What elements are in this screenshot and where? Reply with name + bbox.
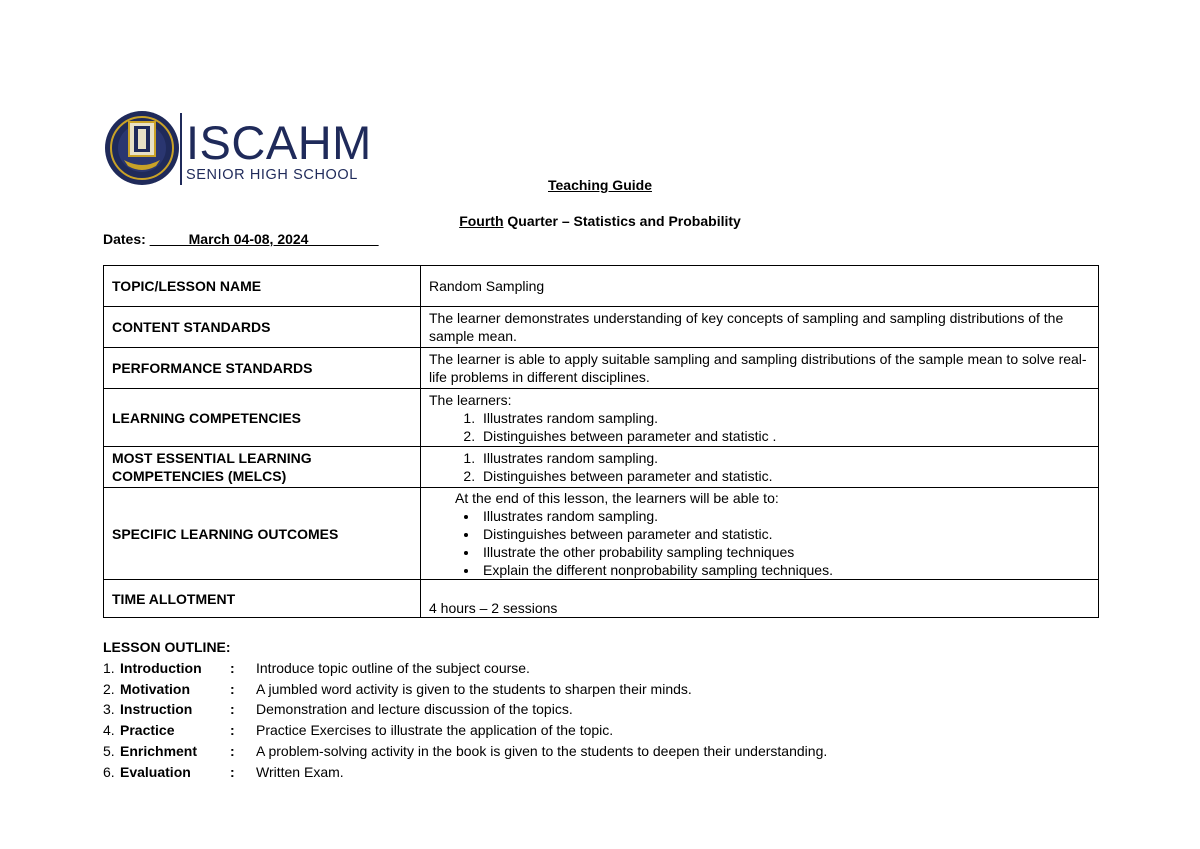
item-name: Instruction	[120, 701, 193, 718]
competencies-intro: The learners:	[429, 391, 512, 408]
row-value	[421, 488, 1099, 580]
row-value: 4 hours – 2 sessions	[421, 580, 1099, 618]
list-item: 1. Illustrates random sampling.	[479, 449, 1090, 467]
item-description: Introduce topic outline of the subject course.	[256, 659, 530, 676]
logo-divider	[180, 113, 182, 185]
list-item	[103, 699, 827, 720]
list-item: • Distinguishes between parameter and statistic.	[479, 525, 1090, 543]
item-description: A problem-solving activity in the book is given to the students to deepen their understanding.	[256, 742, 828, 759]
list-item: 2. Distinguishes between parameter and statistic .	[479, 427, 1090, 445]
row-value	[421, 389, 1099, 447]
list-item	[103, 720, 827, 741]
row-label: CONTENT STANDARDS	[104, 307, 421, 348]
row-label: SPECIFIC LEARNING OUTCOMES	[104, 488, 421, 580]
item-name: Motivation	[120, 680, 190, 697]
school-name: ISCAHM	[186, 116, 372, 169]
item-name: Evaluation	[120, 763, 191, 780]
row-label: TIME ALLOTMENT	[104, 580, 421, 618]
teaching-guide-table	[103, 265, 1099, 618]
item-colon: :	[230, 763, 235, 780]
table-row	[104, 488, 1099, 580]
list-item: 2. Distinguishes between parameter and statistic.	[479, 467, 1090, 485]
table-row	[104, 307, 1099, 348]
item-colon: :	[230, 659, 235, 676]
outline-heading: LESSON OUTLINE:	[103, 639, 231, 655]
row-label: MOST ESSENTIAL LEARNING COMPETENCIES (MELCS)	[104, 447, 421, 488]
item-name: Enrichment	[120, 742, 198, 759]
list-item	[103, 741, 827, 762]
item-colon: :	[230, 680, 235, 697]
list-item: 1. Illustrates random sampling.	[479, 409, 1090, 427]
list-item: • Explain the different nonprobability sampling techniques.	[479, 561, 1090, 579]
table-row	[104, 348, 1099, 389]
outcomes-intro: At the end of this lesson, the learners will be able to:	[455, 489, 779, 506]
row-value: The learner is able to apply suitable sampling and sampling distributions of the sample mean to solve real-life problems in different disciplines.	[421, 348, 1099, 389]
item-name: Introduction	[120, 659, 202, 676]
item-number: 1.	[103, 659, 115, 676]
document-title: Teaching Guide	[548, 177, 652, 193]
item-number: 3.	[103, 701, 115, 718]
item-number: 5.	[103, 742, 115, 759]
document-subtitle	[0, 213, 1200, 229]
quarter-word: Fourth	[459, 213, 504, 229]
row-label: PERFORMANCE STANDARDS	[104, 348, 421, 389]
lesson-outline	[103, 637, 827, 783]
list-item	[103, 762, 827, 783]
table-row	[104, 266, 1099, 307]
item-description: Practice Exercises to illustrate the application of the topic.	[256, 722, 614, 739]
row-label: TOPIC/LESSON NAME	[104, 266, 421, 307]
dates-label: Dates:	[103, 231, 150, 247]
list-item: • Illustrate the other probability sampling techniques	[479, 543, 1090, 561]
dates-line	[103, 231, 379, 247]
row-label: LEARNING COMPETENCIES	[104, 389, 421, 447]
list-item	[103, 679, 827, 700]
item-colon: :	[230, 701, 235, 718]
table-row	[104, 580, 1099, 618]
item-description: Written Exam.	[256, 763, 344, 780]
item-number: 6.	[103, 763, 115, 780]
item-description: Demonstration and lecture discussion of the topics.	[256, 701, 573, 718]
item-name: Practice	[120, 722, 175, 739]
row-value: Random Sampling	[421, 266, 1099, 307]
list-item	[103, 658, 827, 679]
item-number: 2.	[103, 680, 115, 697]
table-row	[104, 389, 1099, 447]
item-colon: :	[230, 722, 235, 739]
row-value	[421, 447, 1099, 488]
item-colon: :	[230, 742, 235, 759]
dates-value: _____March 04-08, 2024_________	[149, 231, 379, 247]
school-subtitle: SENIOR HIGH SCHOOL	[186, 167, 358, 183]
item-description: A jumbled word activity is given to the students to sharpen their minds.	[256, 680, 692, 697]
row-value: The learner demonstrates understanding of key concepts of sampling and sampling distributions of the sample mean.	[421, 307, 1099, 348]
table-row	[104, 447, 1099, 488]
item-number: 4.	[103, 722, 115, 739]
list-item: • Illustrates random sampling.	[479, 507, 1090, 525]
subtitle-rest: Quarter – Statistics and Probability	[503, 213, 741, 229]
